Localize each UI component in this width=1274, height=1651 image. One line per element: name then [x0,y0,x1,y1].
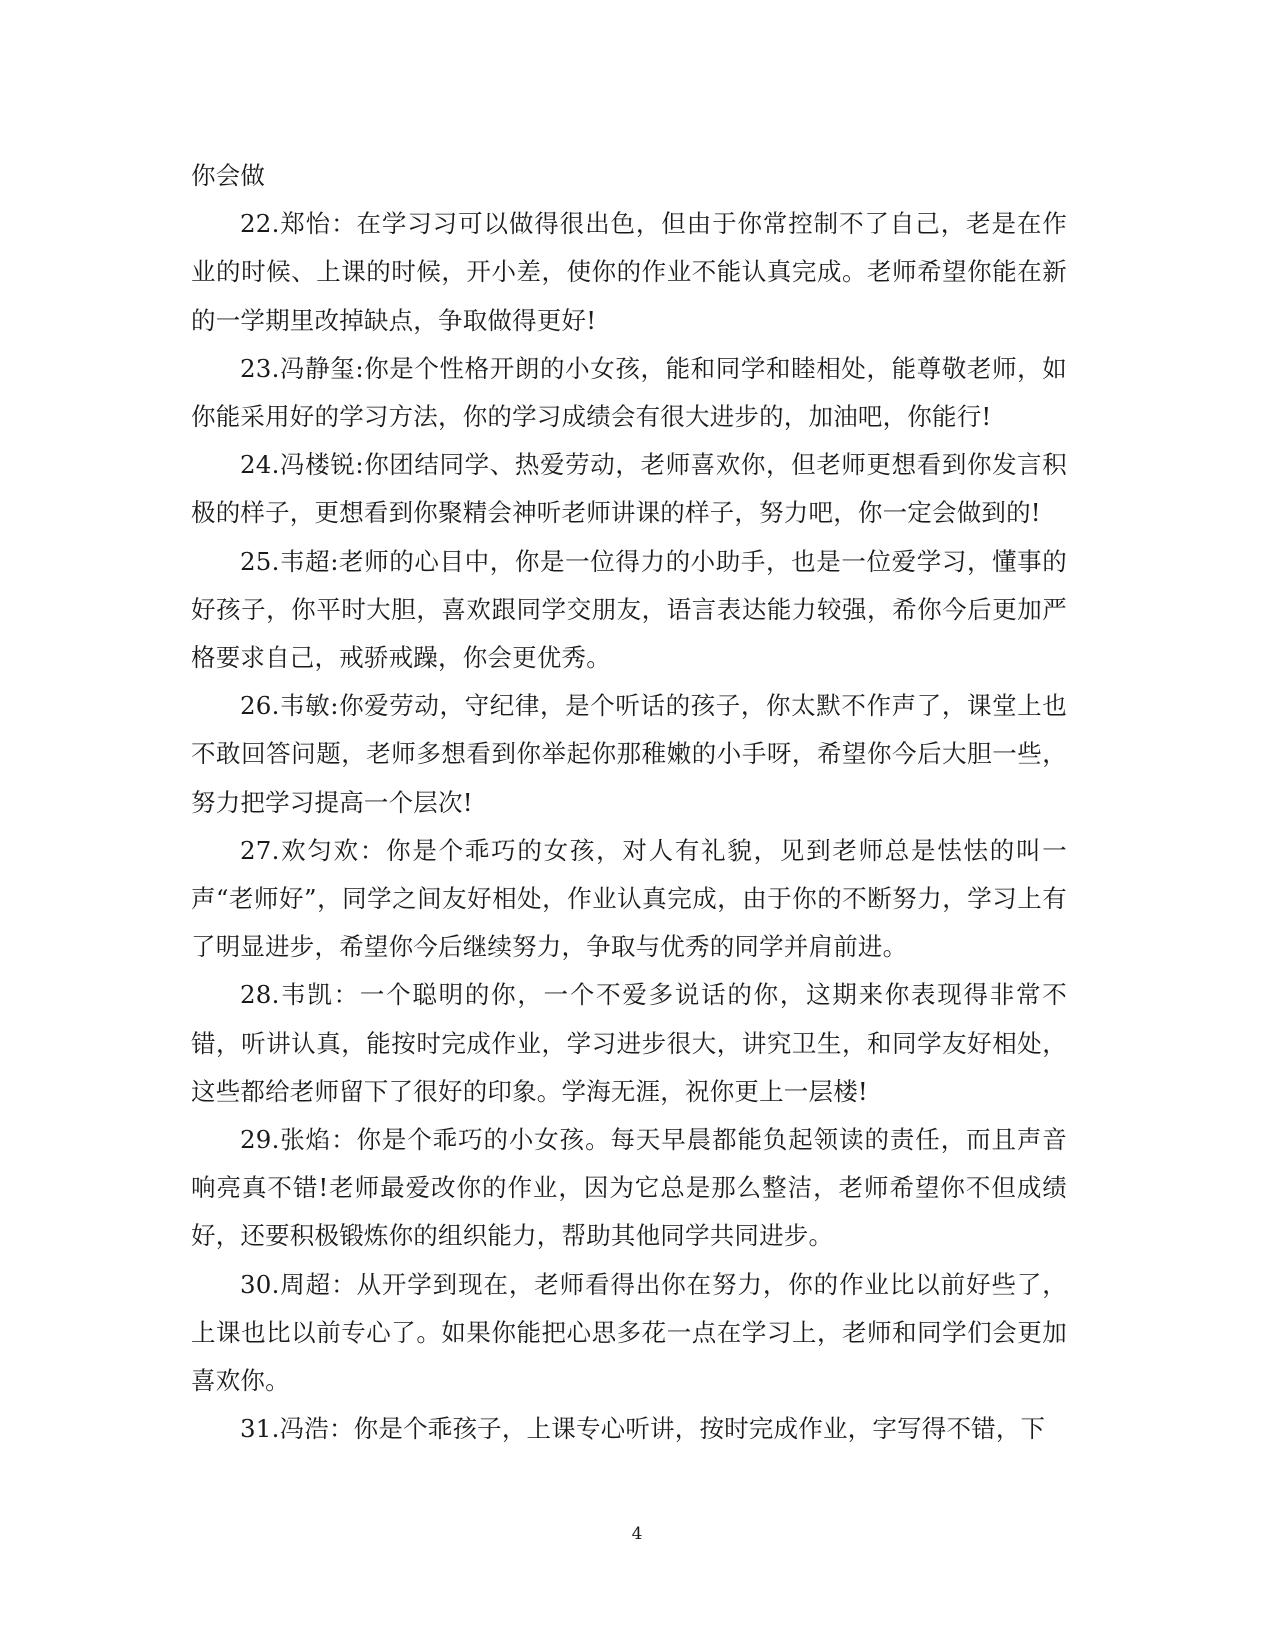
paragraph-comment-29: 29.张焰：你是个乖巧的小女孩。每天早晨都能负起领读的责任，而且声音响亮真不错!老师最爱改你的作业，因为它总是那么整洁，老师希望你不但成绩好，还要积极锻炼你的组织能力，帮助其他同学共同进步。 [191,1125,1067,1251]
paragraph-comment-22: 22.郑怡：在学习习可以做得很出色，但由于你常控制不了自己，老是在作业的时候、上课的时候，开小差，使你的作业不能认真完成。老师希望你能在新的一学期里改掉缺点，争取做得更好! [191,209,1067,335]
paragraph-comment-27: 27.欢匀欢：你是个乖巧的女孩，对人有礼貌，见到老师总是怯怯的叫一声“老师好”，同学之间友好相处，作业认真完成，由于你的不断努力，学习上有了明显进步，希望你今后继续努力，争取与优秀的同学并肩前进。 [191,835,1067,962]
paragraph-continuation: 你会做 [191,161,266,190]
paragraph-comment-31: 31.冯浩：你是个乖孩子，上课专心听讲，按时完成作业，字写得不错，下 [240,1414,1046,1444]
paragraph-comment-26: 26.韦敏:你爱劳动，守纪律，是个听话的孩子，你太默不作声了，课堂上也不敢回答问题，老师多想看到你举起你那稚嫩的小手呀，希望你今后大胆一些，努力把学习提高一个层次! [191,691,1067,817]
paragraph-comment-23: 23.冯静玺:你是个性格开朗的小女孩，能和同学和睦相处，能尊敬老师，如你能采用好的学习方法，你的学习成绩会有很大进步的，加油吧，你能行! [191,353,1067,432]
paragraph-comment-28: 28.韦凯：一个聪明的你，一个不爱多说话的你，这期来你表现得非常不错，听讲认真，能按时完成作业，学习进步很大，讲究卫生，和同学友好相处，这些都给老师留下了很好的印象。学海无涯，祝你更上一层楼! [191,980,1067,1106]
paragraph-comment-30: 30.周超：从开学到现在，老师看得出你在努力，你的作业比以前好些了，上课也比以前专心了。如果你能把心思多花一点在学习上，老师和同学们会更加喜欢你。 [191,1269,1067,1396]
document-body [191,152,1067,1453]
paragraph-comment-25: 25.韦超:老师的心目中，你是一位得力的小助手，也是一位爱学习，懂事的好孩子，你平时大胆，喜欢跟同学交朋友，语言表达能力较强，希你今后更加严格要求自己，戒骄戒躁，你会更优秀。 [191,546,1067,673]
paragraph-comment-24: 24.冯楼锐:你团结同学、热爱劳动，老师喜欢你，但老师更想看到你发言积极的样子，更想看到你聚精会神听老师讲课的样子，努力吧，你一定会做到的! [191,450,1067,528]
page-number: 4 [631,1524,643,1544]
